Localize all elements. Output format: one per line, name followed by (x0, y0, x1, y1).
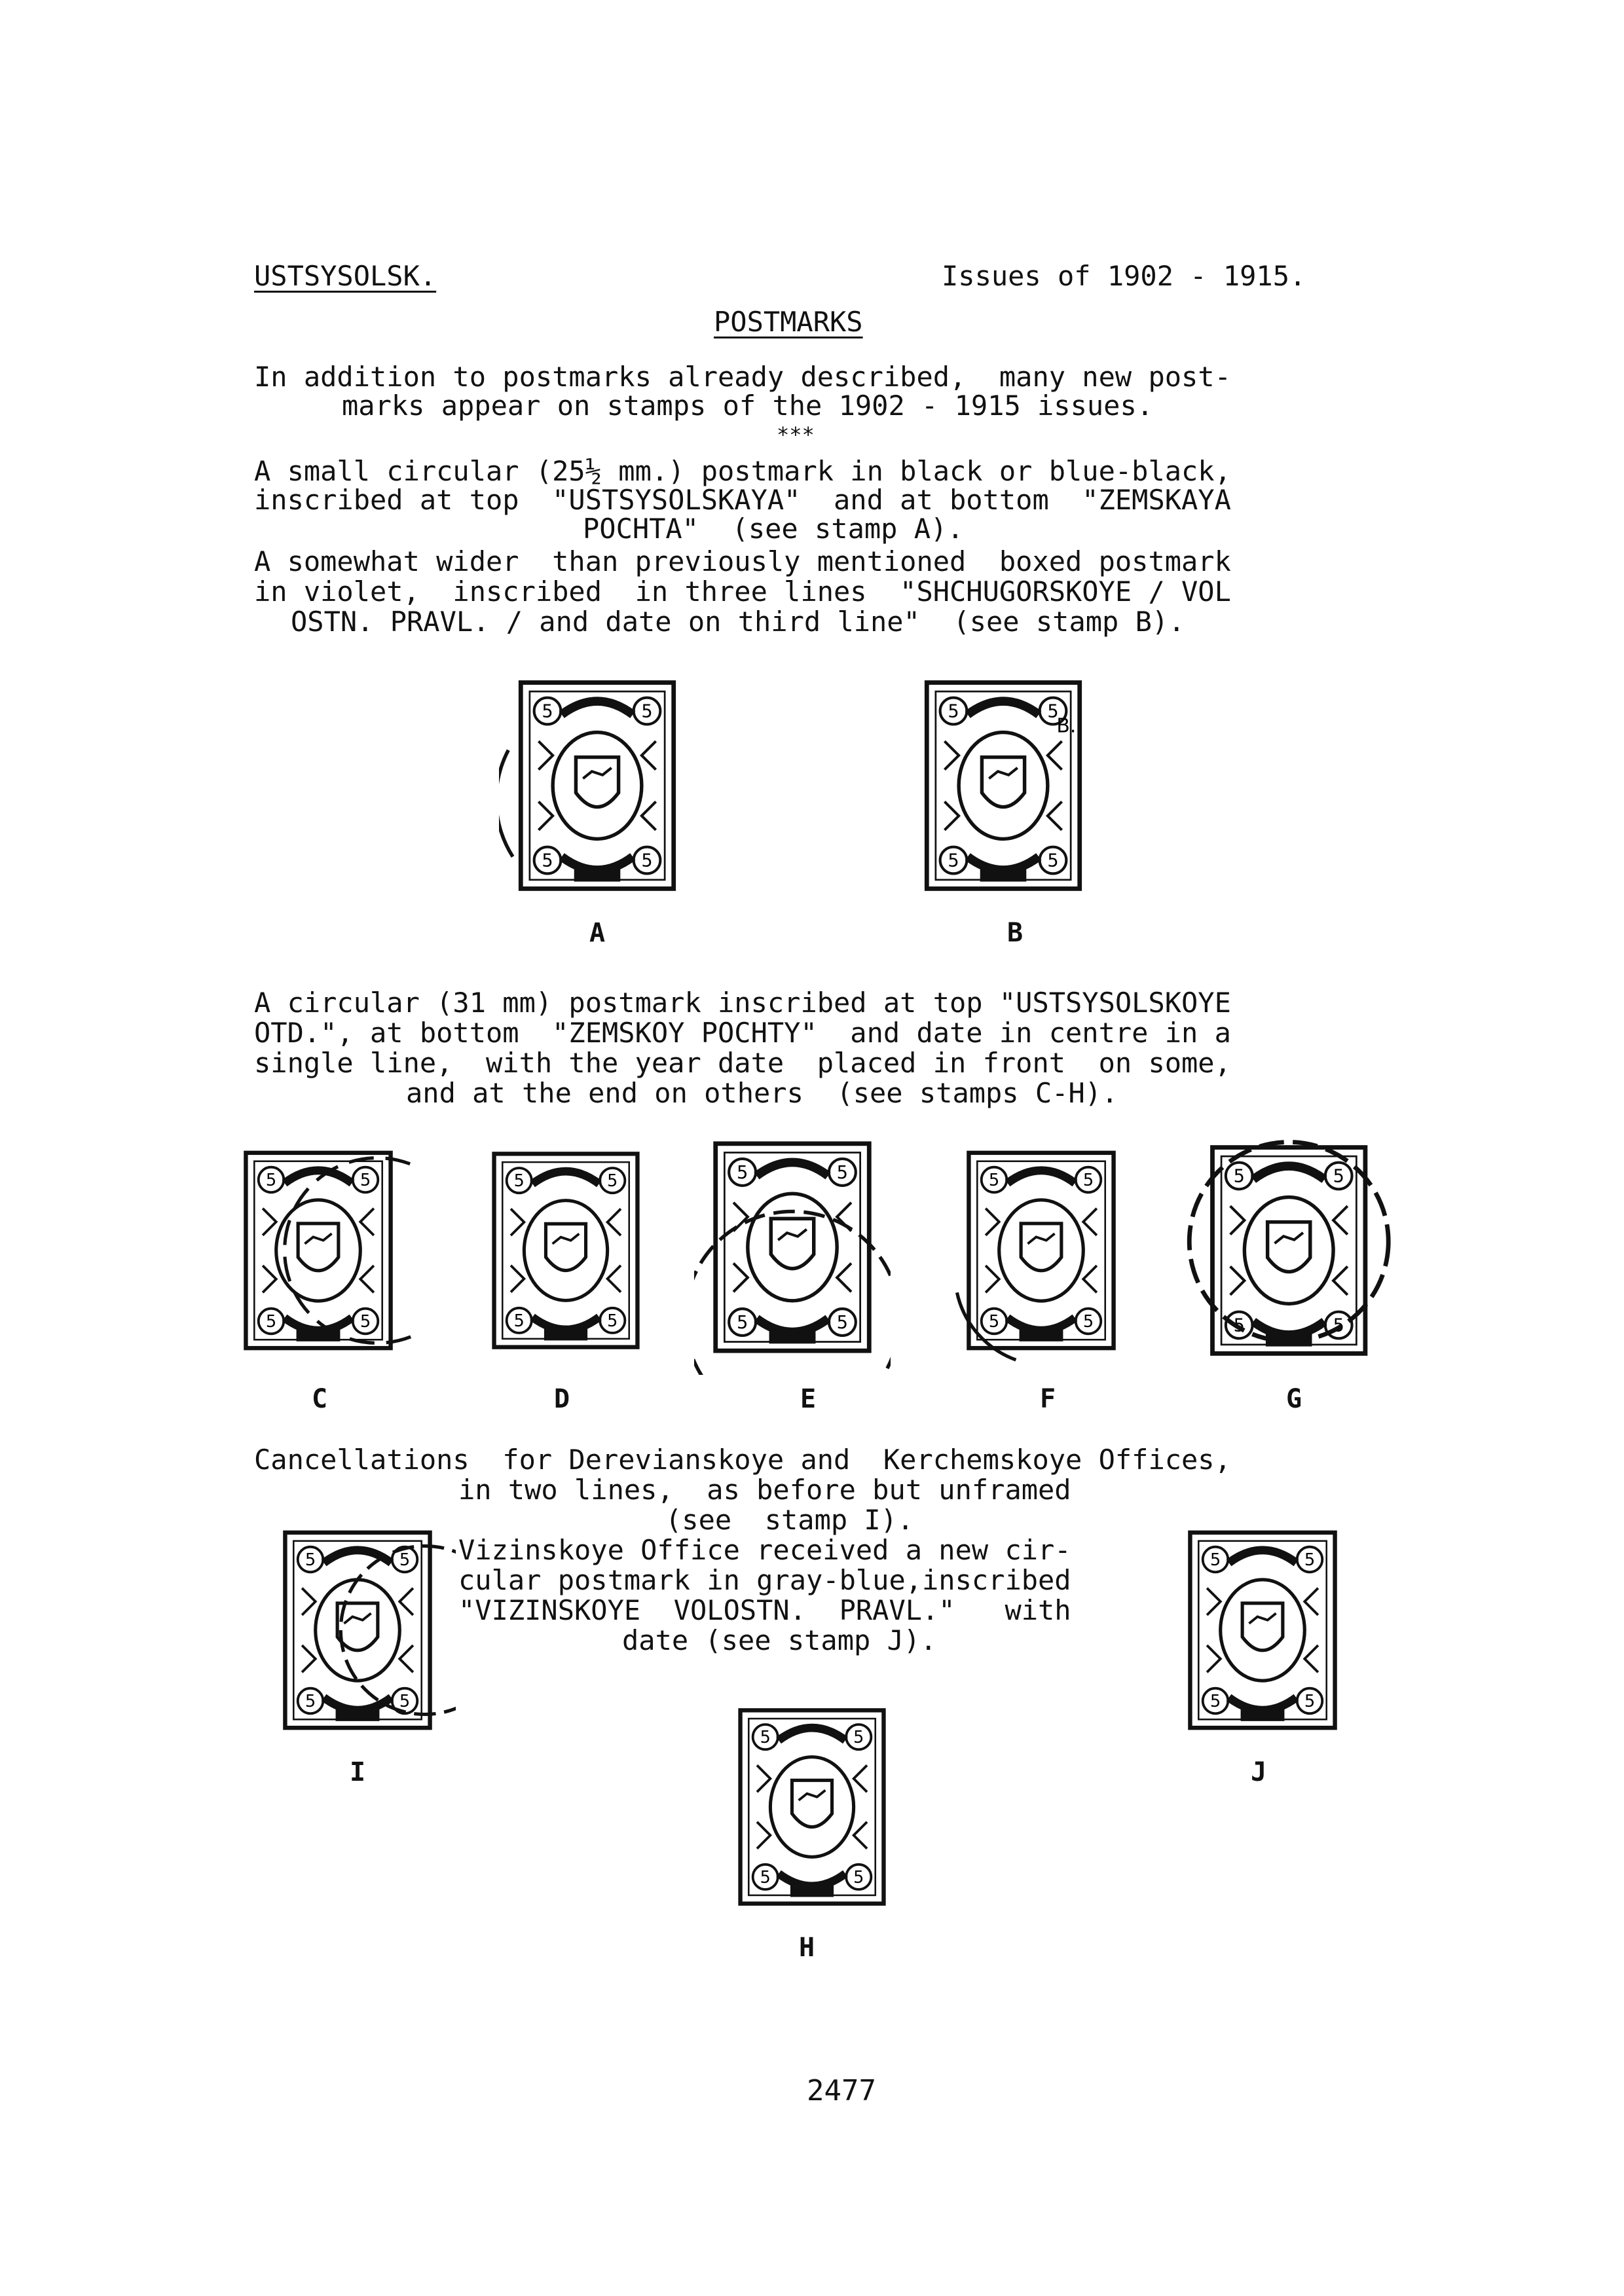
para-d-line-7: date (see stamp J). (622, 1624, 937, 1656)
stamp-g-image (1185, 1126, 1401, 1375)
para-c-line-2: OTD.", at bottom "ZEMSKOY POCHTY" and date in centre in a (254, 1017, 1231, 1049)
page-number: 2477 (807, 2074, 876, 2107)
stamp-d-label: D (553, 1384, 570, 1414)
stamp-h-image (720, 1689, 904, 1925)
stamp-d-image (474, 1133, 657, 1368)
stamp-f-image (943, 1133, 1139, 1368)
para-d-line-1: Cancellations for Derevianskoye and Kerchemskoye Offices, (254, 1444, 1231, 1476)
stamp-j-label: J (1250, 1757, 1267, 1787)
para-c-line-4: and at the end on others (see stamps C-H). (406, 1077, 1118, 1109)
stamp-g-label: G (1285, 1384, 1302, 1414)
para-d-line-5: cular postmark in gray-blue,inscribed (458, 1564, 1071, 1596)
section-title: POSTMARKS (714, 306, 863, 338)
stamp-j-image (1164, 1512, 1361, 1748)
para-d-line-6: "VIZINSKOYE VOLOSTN. PRAVL." with (458, 1594, 1071, 1626)
para-c-line-3: single line, with the year date placed in front on some, (254, 1047, 1231, 1079)
svg-text:B.: B. (1056, 714, 1077, 738)
divider-stars: *** (777, 422, 815, 447)
stamp-c-label: C (311, 1384, 328, 1414)
stamp-i-image (259, 1512, 456, 1748)
stamp-i-label: I (349, 1757, 366, 1787)
stamp-e-label: E (800, 1384, 817, 1414)
issues-heading: Issues of 1902 - 1915. (942, 260, 1306, 292)
para-d-line-3: (see stamp I). (665, 1504, 914, 1536)
para-a-line-1: A small circular (25½ mm.) postmark in black or blue-black, (254, 455, 1231, 487)
para-d-line-4: Vizinskoye Office received a new cir- (458, 1534, 1071, 1566)
stamp-b-label: B (1006, 918, 1024, 948)
intro-line-2: marks appear on stamps of the 1902 - 1915 issues. (342, 390, 1154, 422)
stamp-b-image (905, 661, 1101, 910)
para-a-line-3: POCHTA" (see stamp A). (583, 513, 964, 545)
stamp-h-label: H (798, 1933, 815, 1963)
para-b-line-1: A somewhat wider than previously mentioned boxed postmark (254, 545, 1231, 577)
intro-line-1: In addition to postmarks already described, many new post- (254, 361, 1231, 393)
page-title: USTSYSOLSK. (254, 260, 437, 292)
para-b-line-2: in violet, inscribed in three lines "SHCHUGORSKOYE / VOL (254, 575, 1231, 608)
para-c-line-1: A circular (31 mm) postmark inscribed at top "USTSYSOLSKOYE (254, 987, 1231, 1019)
stamp-e-image (694, 1120, 891, 1375)
para-b-line-3: OSTN. PRAVL. / and date on third line" (see stamp B). (291, 606, 1185, 638)
stamp-f-label: F (1039, 1384, 1056, 1414)
stamp-c-image (220, 1133, 416, 1368)
para-a-line-2: inscribed at top "USTSYSOLSKAYA" and at bottom "ZEMSKAYA (254, 484, 1231, 516)
para-d-line-2: in two lines, as before but unframed (458, 1474, 1071, 1506)
stamp-a-label: A (589, 918, 606, 948)
stamp-a-image (499, 661, 695, 910)
